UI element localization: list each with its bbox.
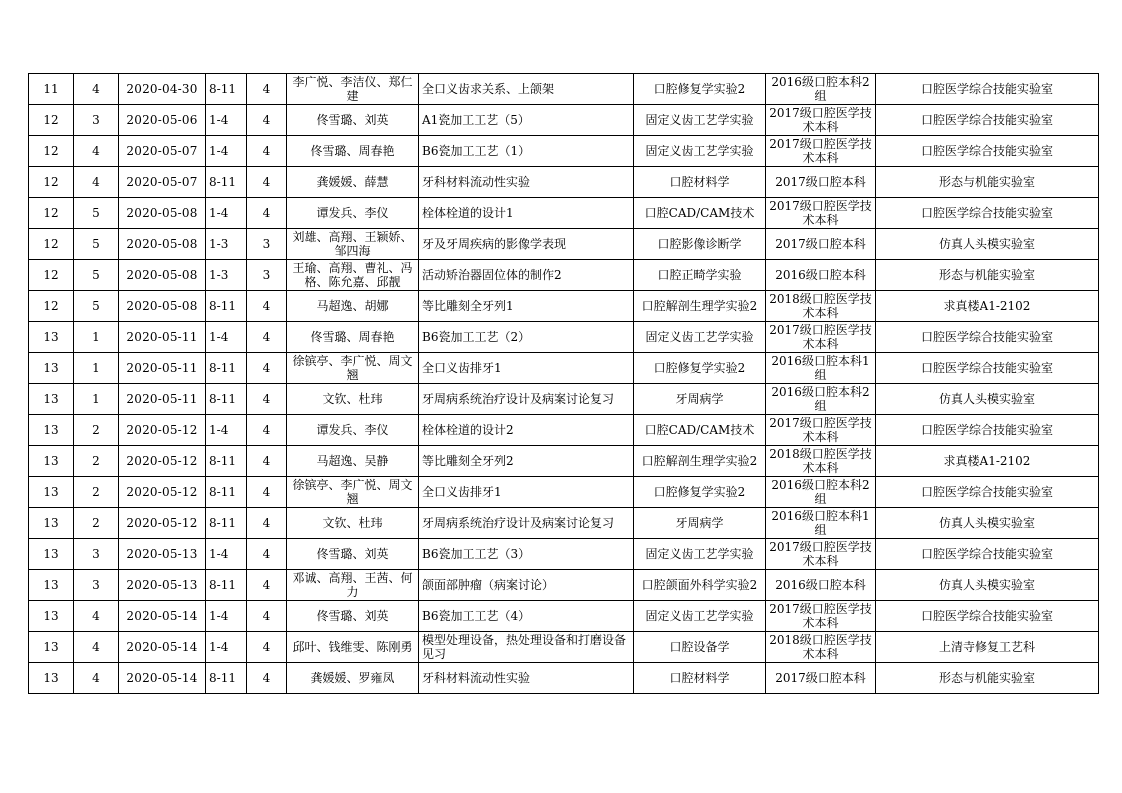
teachers-cell: 谭发兵、李仪 <box>287 415 419 446</box>
table-row <box>29 198 1099 229</box>
topic-cell: 全口义齿求关系、上颌架 <box>419 74 634 105</box>
teachers-cell: 马超逸、吴静 <box>287 446 419 477</box>
topic-cell: 等比雕刻全牙列1 <box>419 291 634 322</box>
topic-cell: B6瓷加工工艺（2） <box>419 322 634 353</box>
table-row <box>29 353 1099 384</box>
teachers-cell: 佟雪璐、周春艳 <box>287 322 419 353</box>
room-cell: 上清寺修复工艺科 <box>876 632 1099 663</box>
course-cell: 口腔设备学 <box>634 632 766 663</box>
date-cell: 2020-05-13 <box>119 570 206 601</box>
schedule-table <box>28 73 1099 694</box>
class-period-cell: 8-11 <box>206 353 247 384</box>
weekday-cell: 4 <box>74 167 119 198</box>
table-row <box>29 229 1099 260</box>
hours-cell: 3 <box>247 229 287 260</box>
teachers-cell: 徐镔亭、李广悦、周文翘 <box>287 353 419 384</box>
course-cell: 口腔CAD/CAM技术 <box>634 198 766 229</box>
table-row <box>29 632 1099 663</box>
course-cell: 固定义齿工艺学实验 <box>634 105 766 136</box>
class-period-cell: 1-4 <box>206 632 247 663</box>
class-period-cell: 8-11 <box>206 167 247 198</box>
class-group-cell: 2017级口腔本科 <box>766 229 876 260</box>
topic-cell: 牙及牙周疾病的影像学表现 <box>419 229 634 260</box>
room-cell: 口腔医学综合技能实验室 <box>876 322 1099 353</box>
teachers-cell: 谭发兵、李仪 <box>287 198 419 229</box>
weekday-cell: 2 <box>74 477 119 508</box>
topic-cell: B6瓷加工工艺（1） <box>419 136 634 167</box>
date-cell: 2020-05-08 <box>119 198 206 229</box>
course-cell: 口腔修复学实验2 <box>634 477 766 508</box>
table-row <box>29 601 1099 632</box>
hours-cell: 4 <box>247 539 287 570</box>
class-period-cell: 1-4 <box>206 415 247 446</box>
teachers-cell: 龚媛媛、薛慧 <box>287 167 419 198</box>
course-cell: 口腔修复学实验2 <box>634 353 766 384</box>
week-cell: 13 <box>29 663 74 694</box>
course-cell: 固定义齿工艺学实验 <box>634 136 766 167</box>
date-cell: 2020-05-11 <box>119 353 206 384</box>
weekday-cell: 5 <box>74 260 119 291</box>
date-cell: 2020-05-06 <box>119 105 206 136</box>
teachers-cell: 徐镔亭、李广悦、周文翘 <box>287 477 419 508</box>
class-period-cell: 8-11 <box>206 508 247 539</box>
table-row <box>29 167 1099 198</box>
hours-cell: 3 <box>247 260 287 291</box>
date-cell: 2020-05-14 <box>119 601 206 632</box>
class-group-cell: 2017级口腔医学技术本科 <box>766 539 876 570</box>
room-cell: 口腔医学综合技能实验室 <box>876 136 1099 167</box>
class-period-cell: 1-4 <box>206 198 247 229</box>
topic-cell: 模型处理设备，热处理设备和打磨设备见习 <box>419 632 634 663</box>
week-cell: 13 <box>29 601 74 632</box>
date-cell: 2020-05-07 <box>119 136 206 167</box>
teachers-cell: 龚媛媛、罗雍凤 <box>287 663 419 694</box>
weekday-cell: 4 <box>74 663 119 694</box>
weekday-cell: 2 <box>74 508 119 539</box>
table-row <box>29 446 1099 477</box>
weekday-cell: 3 <box>74 105 119 136</box>
room-cell: 口腔医学综合技能实验室 <box>876 105 1099 136</box>
room-cell: 形态与机能实验室 <box>876 663 1099 694</box>
teachers-cell: 佟雪璐、刘英 <box>287 105 419 136</box>
weekday-cell: 2 <box>74 415 119 446</box>
topic-cell: B6瓷加工工艺（4） <box>419 601 634 632</box>
hours-cell: 4 <box>247 570 287 601</box>
topic-cell: 栓体栓道的设计2 <box>419 415 634 446</box>
hours-cell: 4 <box>247 291 287 322</box>
class-period-cell: 8-11 <box>206 291 247 322</box>
class-period-cell: 8-11 <box>206 446 247 477</box>
course-cell: 口腔正畸学实验 <box>634 260 766 291</box>
week-cell: 12 <box>29 167 74 198</box>
week-cell: 13 <box>29 384 74 415</box>
hours-cell: 4 <box>247 446 287 477</box>
room-cell: 仿真人头模实验室 <box>876 570 1099 601</box>
week-cell: 13 <box>29 508 74 539</box>
date-cell: 2020-05-07 <box>119 167 206 198</box>
week-cell: 13 <box>29 539 74 570</box>
date-cell: 2020-05-12 <box>119 477 206 508</box>
room-cell: 形态与机能实验室 <box>876 167 1099 198</box>
weekday-cell: 4 <box>74 136 119 167</box>
class-group-cell: 2016级口腔本科2组 <box>766 74 876 105</box>
weekday-cell: 5 <box>74 291 119 322</box>
hours-cell: 4 <box>247 477 287 508</box>
course-cell: 固定义齿工艺学实验 <box>634 601 766 632</box>
class-group-cell: 2018级口腔医学技术本科 <box>766 291 876 322</box>
class-group-cell: 2018级口腔医学技术本科 <box>766 632 876 663</box>
class-group-cell: 2017级口腔本科 <box>766 663 876 694</box>
table-row <box>29 508 1099 539</box>
class-period-cell: 8-11 <box>206 384 247 415</box>
weekday-cell: 3 <box>74 539 119 570</box>
week-cell: 12 <box>29 198 74 229</box>
class-group-cell: 2017级口腔本科 <box>766 167 876 198</box>
class-period-cell: 8-11 <box>206 74 247 105</box>
table-row <box>29 384 1099 415</box>
class-group-cell: 2016级口腔本科1组 <box>766 353 876 384</box>
date-cell: 2020-05-14 <box>119 663 206 694</box>
weekday-cell: 4 <box>74 632 119 663</box>
class-period-cell: 1-4 <box>206 601 247 632</box>
date-cell: 2020-05-08 <box>119 229 206 260</box>
class-group-cell: 2016级口腔本科1组 <box>766 508 876 539</box>
teachers-cell: 邓诚、高翔、王茜、何力 <box>287 570 419 601</box>
course-cell: 牙周病学 <box>634 508 766 539</box>
hours-cell: 4 <box>247 198 287 229</box>
date-cell: 2020-05-13 <box>119 539 206 570</box>
week-cell: 13 <box>29 446 74 477</box>
hours-cell: 4 <box>247 74 287 105</box>
room-cell: 形态与机能实验室 <box>876 260 1099 291</box>
course-cell: 口腔材料学 <box>634 167 766 198</box>
weekday-cell: 1 <box>74 353 119 384</box>
course-cell: 牙周病学 <box>634 384 766 415</box>
class-group-cell: 2016级口腔本科2组 <box>766 477 876 508</box>
week-cell: 12 <box>29 229 74 260</box>
week-cell: 13 <box>29 632 74 663</box>
hours-cell: 4 <box>247 384 287 415</box>
week-cell: 12 <box>29 136 74 167</box>
weekday-cell: 4 <box>74 601 119 632</box>
room-cell: 口腔医学综合技能实验室 <box>876 74 1099 105</box>
teachers-cell: 佟雪璐、刘英 <box>287 601 419 632</box>
room-cell: 仿真人头模实验室 <box>876 384 1099 415</box>
topic-cell: 牙科材料流动性实验 <box>419 663 634 694</box>
weekday-cell: 1 <box>74 384 119 415</box>
date-cell: 2020-05-08 <box>119 260 206 291</box>
room-cell: 口腔医学综合技能实验室 <box>876 601 1099 632</box>
class-period-cell: 1-4 <box>206 322 247 353</box>
week-cell: 13 <box>29 353 74 384</box>
class-period-cell: 1-3 <box>206 260 247 291</box>
teachers-cell: 佟雪璐、周春艳 <box>287 136 419 167</box>
teachers-cell: 李广悦、李洁仪、郑仁建 <box>287 74 419 105</box>
course-cell: 口腔CAD/CAM技术 <box>634 415 766 446</box>
topic-cell: 牙科材料流动性实验 <box>419 167 634 198</box>
schedule-body <box>29 74 1099 694</box>
class-period-cell: 8-11 <box>206 570 247 601</box>
table-row <box>29 477 1099 508</box>
topic-cell: A1瓷加工工艺（5） <box>419 105 634 136</box>
room-cell: 求真楼A1-2102 <box>876 446 1099 477</box>
hours-cell: 4 <box>247 632 287 663</box>
weekday-cell: 5 <box>74 229 119 260</box>
table-row <box>29 322 1099 353</box>
course-cell: 固定义齿工艺学实验 <box>634 539 766 570</box>
table-row <box>29 74 1099 105</box>
hours-cell: 4 <box>247 508 287 539</box>
topic-cell: 颌面部肿瘤（病案讨论） <box>419 570 634 601</box>
room-cell: 口腔医学综合技能实验室 <box>876 477 1099 508</box>
class-group-cell: 2017级口腔医学技术本科 <box>766 198 876 229</box>
course-cell: 口腔影像诊断学 <box>634 229 766 260</box>
class-group-cell: 2017级口腔医学技术本科 <box>766 601 876 632</box>
weekday-cell: 4 <box>74 74 119 105</box>
week-cell: 12 <box>29 260 74 291</box>
class-period-cell: 8-11 <box>206 663 247 694</box>
room-cell: 求真楼A1-2102 <box>876 291 1099 322</box>
table-row <box>29 570 1099 601</box>
teachers-cell: 文钦、杜玮 <box>287 508 419 539</box>
weekday-cell: 1 <box>74 322 119 353</box>
week-cell: 12 <box>29 291 74 322</box>
room-cell: 仿真人头模实验室 <box>876 229 1099 260</box>
teachers-cell: 文钦、杜玮 <box>287 384 419 415</box>
topic-cell: 牙周病系统治疗设计及病案讨论复习 <box>419 384 634 415</box>
room-cell: 仿真人头模实验室 <box>876 508 1099 539</box>
class-group-cell: 2016级口腔本科 <box>766 570 876 601</box>
class-period-cell: 1-4 <box>206 539 247 570</box>
course-cell: 口腔材料学 <box>634 663 766 694</box>
class-group-cell: 2017级口腔医学技术本科 <box>766 105 876 136</box>
hours-cell: 4 <box>247 322 287 353</box>
course-cell: 固定义齿工艺学实验 <box>634 322 766 353</box>
table-row <box>29 260 1099 291</box>
class-period-cell: 8-11 <box>206 477 247 508</box>
weekday-cell: 5 <box>74 198 119 229</box>
room-cell: 口腔医学综合技能实验室 <box>876 353 1099 384</box>
class-period-cell: 1-4 <box>206 105 247 136</box>
date-cell: 2020-04-30 <box>119 74 206 105</box>
table-row <box>29 539 1099 570</box>
topic-cell: 栓体栓道的设计1 <box>419 198 634 229</box>
table-row <box>29 291 1099 322</box>
teachers-cell: 马超逸、胡娜 <box>287 291 419 322</box>
date-cell: 2020-05-12 <box>119 508 206 539</box>
class-period-cell: 1-4 <box>206 136 247 167</box>
table-row <box>29 105 1099 136</box>
course-cell: 口腔解剖生理学实验2 <box>634 446 766 477</box>
topic-cell: 活动矫治器固位体的制作2 <box>419 260 634 291</box>
week-cell: 13 <box>29 477 74 508</box>
hours-cell: 4 <box>247 415 287 446</box>
week-cell: 11 <box>29 74 74 105</box>
table-row <box>29 415 1099 446</box>
class-group-cell: 2016级口腔本科2组 <box>766 384 876 415</box>
teachers-cell: 佟雪璐、刘英 <box>287 539 419 570</box>
course-cell: 口腔解剖生理学实验2 <box>634 291 766 322</box>
room-cell: 口腔医学综合技能实验室 <box>876 539 1099 570</box>
date-cell: 2020-05-12 <box>119 446 206 477</box>
course-cell: 口腔修复学实验2 <box>634 74 766 105</box>
week-cell: 13 <box>29 415 74 446</box>
topic-cell: 牙周病系统治疗设计及病案讨论复习 <box>419 508 634 539</box>
hours-cell: 4 <box>247 601 287 632</box>
class-group-cell: 2017级口腔医学技术本科 <box>766 136 876 167</box>
topic-cell: B6瓷加工工艺（3） <box>419 539 634 570</box>
date-cell: 2020-05-12 <box>119 415 206 446</box>
topic-cell: 全口义齿排牙1 <box>419 353 634 384</box>
room-cell: 口腔医学综合技能实验室 <box>876 415 1099 446</box>
teachers-cell: 王瑜、高翔、曹礼、冯格、陈允嘉、邱靓 <box>287 260 419 291</box>
hours-cell: 4 <box>247 167 287 198</box>
class-group-cell: 2017级口腔医学技术本科 <box>766 322 876 353</box>
date-cell: 2020-05-11 <box>119 322 206 353</box>
room-cell: 口腔医学综合技能实验室 <box>876 198 1099 229</box>
date-cell: 2020-05-14 <box>119 632 206 663</box>
class-group-cell: 2017级口腔医学技术本科 <box>766 415 876 446</box>
class-group-cell: 2016级口腔本科 <box>766 260 876 291</box>
teachers-cell: 刘雄、高翔、王颖娇、邹四海 <box>287 229 419 260</box>
class-group-cell: 2018级口腔医学技术本科 <box>766 446 876 477</box>
date-cell: 2020-05-08 <box>119 291 206 322</box>
hours-cell: 4 <box>247 136 287 167</box>
week-cell: 13 <box>29 570 74 601</box>
week-cell: 13 <box>29 322 74 353</box>
hours-cell: 4 <box>247 663 287 694</box>
table-row <box>29 663 1099 694</box>
hours-cell: 4 <box>247 353 287 384</box>
course-cell: 口腔颌面外科学实验2 <box>634 570 766 601</box>
teachers-cell: 邱叶、钱维雯、陈刚勇 <box>287 632 419 663</box>
weekday-cell: 2 <box>74 446 119 477</box>
week-cell: 12 <box>29 105 74 136</box>
topic-cell: 等比雕刻全牙列2 <box>419 446 634 477</box>
class-period-cell: 1-3 <box>206 229 247 260</box>
weekday-cell: 3 <box>74 570 119 601</box>
hours-cell: 4 <box>247 105 287 136</box>
table-row <box>29 136 1099 167</box>
date-cell: 2020-05-11 <box>119 384 206 415</box>
topic-cell: 全口义齿排牙1 <box>419 477 634 508</box>
